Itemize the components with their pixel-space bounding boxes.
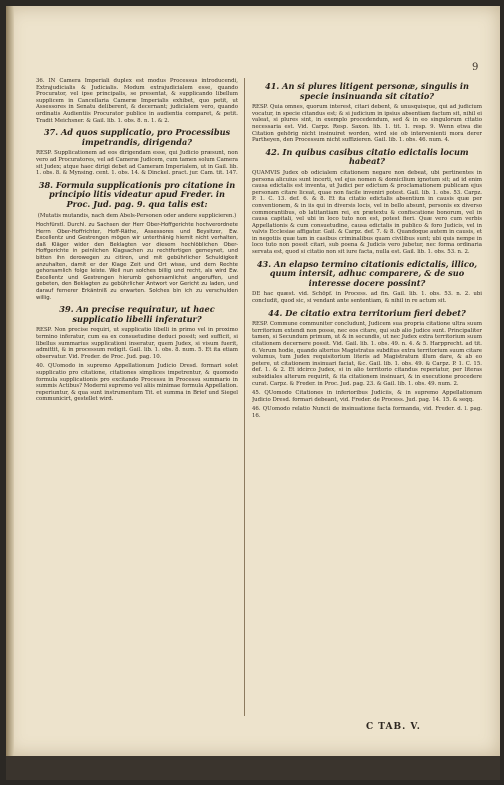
entry-heading-39: 39. An precise requiratur, ut haec supplicatio libelli inferatur? — [59, 304, 215, 324]
binding-gutter — [6, 6, 14, 756]
page-number: 9 — [472, 62, 479, 73]
left-column — [36, 78, 238, 716]
entry-body: 45. QUomodo Citationes in inferioribus Judiciis, & in supremo Appellationum Judicio Dresd. formari debeant, vid. Freder. de Process. Jud. pag. 14. 15. & seqq. — [252, 390, 482, 403]
entry-body: Hochfürstl. Durchl. zu Sachsen der Herr Ober-Hoffgerichte hochverordnete Herrn Ober-Hoffrichter, Hoff-Räthe, Assessores und Beysitzer, Ew. Excellentz und Gestrengen mögen wir unterthänig hiemit nicht verhalten, daß Kläger wider den Beklagten vor diesem hochlöblichen Ober-Hoffgerichte in peinlichen Klagsachen zu rechtfertigen gemeynet, und bitten ihn derowegen zu citiren, und mit gebührlicher Schuldigkeit anzuhalten, damit er der Klage Zeit und Ort wisse, und dem Rechte gehorsamlich folge leiste. Weil nun solches billig und recht, als wird Ew. Excellentz und Gestrengen hierumb gehorsamlichst angeruffen, und gebeten, den Beklagten zu gebührlicher Antwort vor Gericht zu laden, und darauf fernerer Erkäntniß zu erwarten. Solches bin ich zu verschulden willig. — [36, 222, 238, 301]
book-edge — [6, 756, 500, 780]
column-divider — [244, 78, 245, 716]
entry-body: (Mutatis mutandis, nach dem Abels-Personen oder andere supplicieren.) — [37, 212, 237, 219]
right-column — [252, 78, 482, 716]
entry-36 — [36, 78, 238, 124]
entry-body: 40. QUomodo in supremo Appellationum Judicio Dresd. formari solet supplicatio pro citatione, citationes simplices impetrentur, & quomodo formula supplicationis pro excitando Processu in Processu summario in summis Actibus? Moderni supremo vel aliis minimae formula Appellation. reperiuntur, & qua sunt instrumentum Tit. et summa in Brief und Siegel communicirt, gestellet wird. — [36, 363, 238, 403]
entry-body: 36. IN Camera Imperiali duplex est modus Processus introducendi, Extrajudicialis & Judicialis. Modum extrajudicialem esse, quando Procurator, vel ipse principalis, se presentat, & supplicando libellum supplicem in Cancellaria Cameræ Imperialis exhibet, quo petit, ut Assessores in Senatu deliberent, & decernant; judicialem vero, quando ordinatis Audientiis Procurator publice in audientia comparet, & petit. Tradit Meichsner. & Gail. lib. 1. obs. 8. n. 1. & 2. — [36, 78, 238, 124]
entry-heading-41: 41. An si plures litigent personæ, singulis in specie insinuanda sit citatio? — [265, 81, 469, 101]
entry-body: RESP. Quia omnes, quorum interest, citari debent, & unusquisque, qui ad judicium vocatur, in specie citandus est; & si judicium in ipsius absentiam factum sit, nihil ei valeat, si plures sint, in exemplo procedendum, sed & in eo singulorum citatio necessaria est. Vid. Carpz. Resp. Saxon. lib. 1. tit. 1. resp. 9. Wenn etwa die Citation gehörig nicht insinuiret worden, wird sie ob intervenienti mora derer Partheyen, den Processum nicht suffizieren. Gail. lib. 1. obs. 46. num. 4. — [252, 104, 482, 144]
catchword: C TAB. V. — [366, 722, 421, 732]
entry-38-formula — [36, 222, 238, 301]
entry-37 — [36, 150, 238, 176]
entry-body: RESP. Non precise requiri, ut supplicatio libelli in primo vel in proximo termino inferatur, cum ea ex consuetudine deduci possit; sed sufficit, si libellus summarius supplicationi inseratur, quem Judex, si visum fuerit, admittit, & in processum redigit. Gail. lib. 1. obs. 8. num. 5. Et ita etiam observatur. Vid. Freder. de Proc. Jud. pag. 10. — [36, 327, 238, 360]
entry-heading-43: 43. An elapso termino citationis edictalis, illico, quum intersit, adhuc comparere, & de suo interesse docere possint? — [256, 258, 478, 288]
entry-body: QUAMVIS Judex ob odicialem citationem negare non debeat, ubi pertinentes in persona alicuius sunt incerti, vel ejus nomen & domicilium ignotum sit; ad id enim causa edictalis est inventa, ut Judici per edictum & proclamationem publicam ejus personam citare liceat, quae non facile inveniri potest. Gail. lib. 1. obs. 53. Carpz. P. 1. C. 13. def. 6. & 8. Et ita citatio edictalis absentium in causis quæ per conventionem, & in iis qui in diversis locis, vel in bello absunt, personis ex diverso commorantibus, ob latitantiam rei, ex prætextu & confiscatione bonorum, vel in causa capitali, vel ubi in loco tuto non est, potest fieri. Quæ vero cum verbis Appellationis & cum consuetudine, causa edictalis in publico & foro Judicis, vel in valvis Ecclesiae affigatur. Gail. & Carpz. def. 7. & 8. Quandoque autem in causis, et in negotiis quæ tam in casibus criminalibus quam civilibus sunt; ubi quis nempe in loco tuto non possit citari, sub poena & Judicis vero jubetur, nec forma ordinaria servata est, quod si citatio non sit iure facta, nulla est. Gail. lib. 1. obs. 53. n. 2. — [252, 169, 482, 256]
entry-heading-38: 38. Formula supplicationis pro citatione in principio litis videatur apud Freder. in Proc. Jud. pag. 9. qua talis est: — [38, 179, 236, 209]
entry-heading-42: 42. In quibus casibus citatio edictalis locum habeat? — [265, 146, 469, 167]
entry-body: DE hac quæst. vid. Schöpf. in Process. ad fin. Gail. lib. 1. obs. 53. n. 2. ubi concludit, quod sic, si vendant ante sententiam, & nihil in re actum sit. — [252, 291, 482, 305]
entry-41 — [252, 104, 482, 144]
entry-heading-44: 44. De citatio extra territorium fieri debet? — [268, 307, 466, 318]
entry-43 — [252, 291, 482, 304]
entry-40 — [36, 363, 238, 403]
entry-46 — [252, 406, 482, 419]
entry-45 — [252, 390, 482, 403]
entry-44 — [252, 321, 482, 387]
entry-body: 46. QUomodo relatio Nuncii de insinuatione facta formanda, vid. Freder. d. l. pag. 16. — [252, 406, 482, 419]
entry-body: RESP. Commune communiter concludunt, Judicem sua propria citatione ultra suum territorium extendi non posse, nec eos citare, qui sub alio Judice sunt. Principaliter tamen, si Secundum primum, ut & in secundis, ut nec Judex extra territorium suum citationem decernere possit. Vid. Gail. lib. 1. obs. 49. n. 4. & 5. Harpprecht. ad tit. 6. Verum hodie, quando alterius Magistratus subditus extra territorium suum citare volumus, tum Judex requisitorium literis ad Magistratum illum dare, & ab eo petere, ut citationem insinuari faciat, &c. Gail. lib. 1. obs. 49. & Carpz. P. 1. C. 15. def. 1. & 2. Et idcirco Judex, si in alio territorio citandus reperiatur, per literas subsidiales alterum requirit, & ita citationem insinuari, & in executione procedere curat. Carpz. & Freder. in Proc. Jud. pag. 23. & Gail. lib. 1. obs. 49. num. 2. — [252, 321, 482, 387]
entry-body: RESP. Supplicationem ad eos dirigendam esse, qui Judicio præsunt, non vero ad Procuratores, vel ad Cameræ Judicem, cum tamen solum Camera sit Judex; atque haec dirigi debet ad Cameram Imperialem, ut in Gail. lib. 1. obs. 8. & Mynsing. cent. 1. obs. 14. & Dinckel. pract. jur. Cam. tit. 147. — [36, 150, 238, 177]
entry-heading-37: 37. Ad quos supplicatio, pro Processibus impetrandis, dirigenda? — [43, 127, 231, 147]
page — [6, 6, 500, 756]
entry-42 — [252, 170, 482, 256]
entry-38-note — [36, 213, 238, 220]
entry-39 — [36, 327, 238, 360]
